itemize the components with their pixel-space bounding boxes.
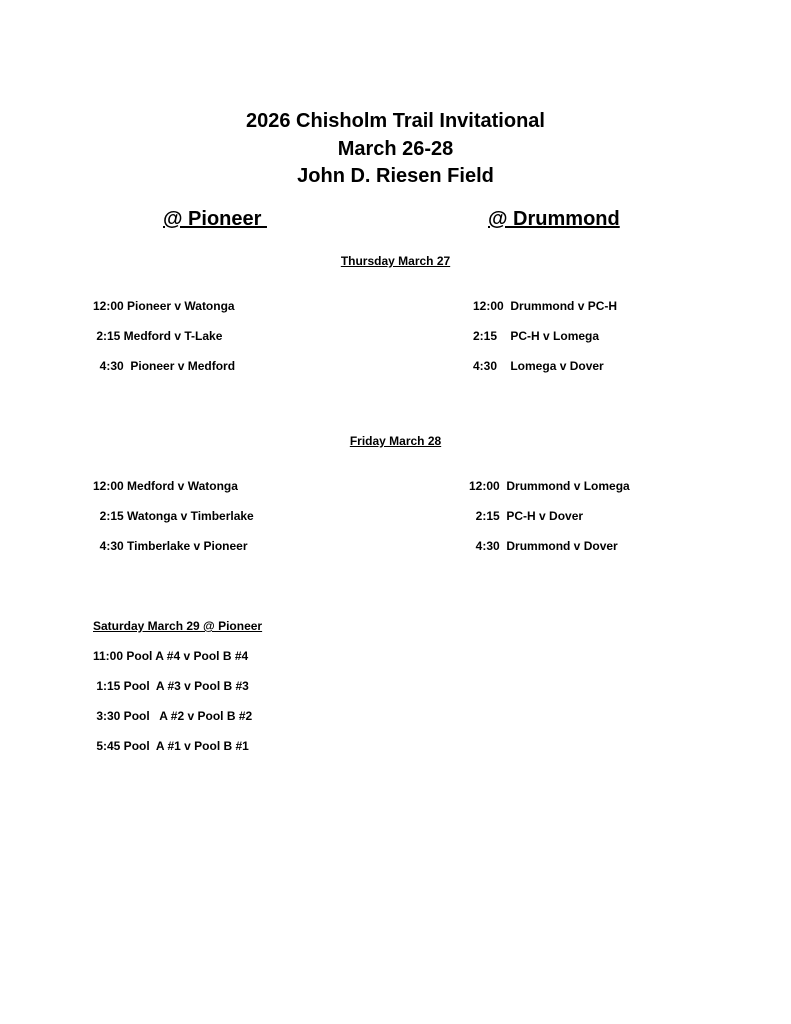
game-thursday-pioneer-3: 4:30 Pioneer v Medford (93, 359, 236, 373)
game-thursday-drummond-2: 2:15 PC-H v Lomega (473, 329, 600, 343)
game-thursday-drummond-3: 4:30 Lomega v Dover (473, 359, 604, 373)
game-friday-pioneer-1: 12:00 Medford v Watonga (93, 479, 238, 493)
tournament-field: John D. Riesen Field (297, 165, 494, 187)
game-saturday-2: 1:15 Pool A #3 v Pool B #3 (93, 679, 249, 693)
game-friday-drummond-2: 2:15 PC-H v Dover (469, 509, 584, 523)
day-heading-saturday: Saturday March 29 @ Pioneer (93, 619, 263, 633)
tournament-title: 2026 Chisholm Trail Invitational (246, 110, 545, 132)
game-friday-drummond-3: 4:30 Drummond v Dover (469, 539, 618, 553)
game-thursday-pioneer-2: 2:15 Medford v T-Lake (93, 329, 223, 343)
tournament-dates: March 26-28 (337, 138, 454, 160)
day-heading-thursday: Thursday March 27 (340, 254, 451, 268)
venue-heading-pioneer: @ Pioneer (163, 208, 267, 230)
venue-heading-drummond: @ Drummond (488, 208, 620, 230)
day-heading-friday: Friday March 28 (349, 434, 442, 448)
game-saturday-4: 5:45 Pool A #1 v Pool B #1 (93, 739, 249, 753)
game-friday-pioneer-2: 2:15 Watonga v Timberlake (93, 509, 254, 523)
game-thursday-drummond-1: 12:00 Drummond v PC-H (473, 299, 618, 313)
game-friday-pioneer-3: 4:30 Timberlake v Pioneer (93, 539, 248, 553)
game-thursday-pioneer-1: 12:00 Pioneer v Watonga (93, 299, 235, 313)
game-saturday-3: 3:30 Pool A #2 v Pool B #2 (93, 709, 253, 723)
game-friday-drummond-1: 12:00 Drummond v Lomega (469, 479, 630, 493)
game-saturday-1: 11:00 Pool A #4 v Pool B #4 (93, 649, 249, 663)
